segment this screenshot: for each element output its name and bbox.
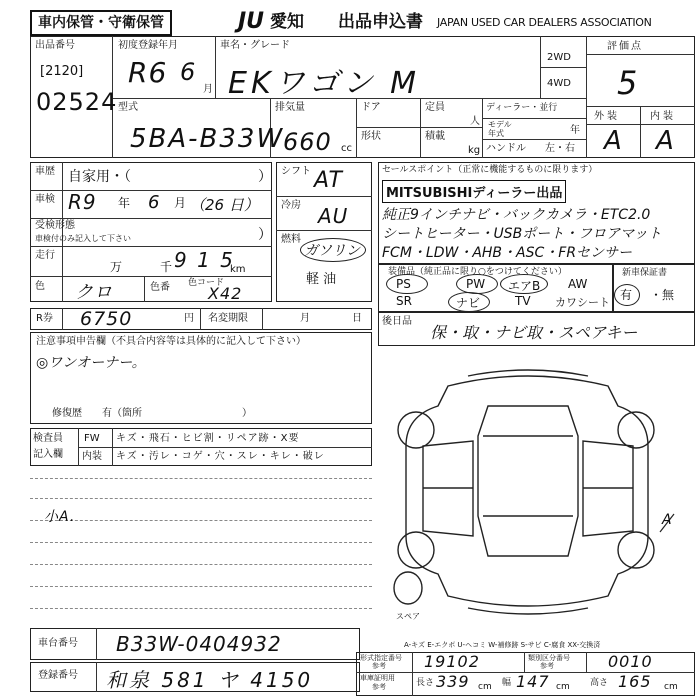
aircon-label: 冷房	[281, 200, 301, 211]
spare-label: スペア	[396, 612, 420, 621]
equip-aw: AW	[568, 277, 588, 291]
equip-ps-circle	[386, 274, 428, 294]
inspection-year-unit: 年	[118, 196, 131, 210]
equip-ps: PS	[396, 277, 411, 291]
displacement-value: 660	[283, 128, 332, 156]
garage-cert-label: 車庫証明用	[360, 674, 395, 682]
height-unit: cm	[664, 682, 678, 692]
width-unit: cm	[556, 682, 570, 692]
selling-point-line1: 純正9インチナビ・バックカメラ・ETC2.0	[382, 207, 651, 223]
height-label: 高さ	[590, 678, 609, 688]
name-change-month: 月	[300, 313, 310, 324]
handle-options: 左・右	[545, 143, 575, 154]
color-code: X42	[208, 284, 243, 303]
chassis-number: B33W-0404932	[116, 632, 282, 656]
history-close: ）	[258, 169, 272, 185]
garage-cert-sub: 参考	[372, 683, 386, 691]
capacity-label: 定員	[425, 102, 445, 113]
exterior-grade: A	[604, 126, 623, 156]
inspector-row2: キズ・汚レ・コゲ・穴・スレ・キレ・破レ	[116, 451, 325, 462]
association-name: JAPAN USED CAR DEALERS ASSOCIATION	[437, 16, 652, 29]
equip-navi-circle	[448, 292, 490, 312]
width-label: 幅	[502, 678, 512, 688]
warranty-label: 新車保証書	[622, 268, 668, 278]
drive-2wd: 2WD	[547, 52, 571, 63]
inspector-entry-label: 記入欄	[33, 449, 63, 460]
width-value: 147	[516, 672, 550, 691]
first-registration-label: 初度登録年月	[118, 40, 178, 51]
form-title: 出品申込書	[338, 12, 423, 32]
handle-label: ハンドル	[486, 143, 526, 154]
equip-airbag-circle	[500, 274, 548, 294]
equip-airbag: エアB	[508, 279, 541, 293]
category-sub: 参考	[540, 662, 554, 670]
chassis-label: 車台番号	[38, 638, 78, 649]
inspector-interior: 内装	[82, 451, 102, 462]
length-unit: cm	[478, 682, 492, 692]
color-number-label: 色番	[150, 282, 170, 293]
interior-label: 内装	[650, 111, 676, 122]
inspection-month-unit: 月	[174, 196, 187, 210]
selling-points-label: セールスポイント（正常に機能するものに限ります）	[382, 165, 598, 175]
score-label: 評価点	[607, 41, 643, 52]
r-ticket-unit: 円	[184, 313, 194, 324]
equip-navi: ナビ	[456, 296, 481, 310]
category-label: 類別区分番号	[528, 654, 570, 662]
color-value: クロ	[75, 282, 113, 303]
displacement-unit: cc	[341, 143, 352, 154]
displacement-label: 排気量	[275, 102, 305, 113]
type-label: 型式	[118, 102, 138, 113]
lot-bracket: [2120]	[40, 64, 84, 79]
history-label: 車歴	[35, 166, 55, 177]
car-damage-diagram	[378, 346, 695, 636]
plate-number: 和泉 581 ヤ 4150	[106, 668, 314, 692]
inspection-label: 車検	[35, 194, 55, 205]
shape-label: 形状	[361, 131, 381, 142]
receipt-close: ）	[258, 227, 272, 243]
fuel-gasoline: ガソリン	[304, 243, 360, 259]
load-label: 積載	[425, 131, 445, 142]
equip-leather-seat: カワシート	[555, 296, 610, 309]
history-value: 自家用・（	[68, 169, 131, 185]
fuel-label: 燃料	[281, 234, 301, 245]
lot-label: 出品番号	[35, 40, 75, 51]
selling-point-line2: シートヒーター・USBポート・フロアマット	[382, 226, 662, 242]
dealer-badge: MITSUBISHIディーラー出品	[382, 180, 566, 203]
mileage-unit: km	[230, 264, 246, 275]
color-code-label: 色コード	[188, 278, 225, 288]
shift-value: AT	[314, 168, 343, 193]
inspection-day: （26 日）	[190, 196, 259, 214]
mileage-label: 走行	[35, 250, 55, 261]
model-label: 車名・グレード	[220, 40, 290, 51]
warranty-has: 有	[620, 288, 633, 302]
inspection-era: R9	[68, 190, 97, 214]
doors-label: ドア	[361, 102, 381, 113]
damage-legend: A-キズ E-エクボ U-ヘコミ W-補修跡 S-サビ C-腐食 XX-交換済	[404, 641, 601, 649]
org-name: 愛知	[270, 12, 304, 32]
notes-label: 注意事項申告欄（不具合内容等は具体的に記入して下さい）	[36, 336, 306, 347]
drive-4wd: 4WD	[547, 78, 571, 89]
length-label: 長さ	[416, 678, 435, 688]
inspector-label: 検査員	[33, 433, 63, 444]
notes-entry: ◎ワンオーナー。	[36, 355, 146, 371]
score-value: 5	[617, 64, 639, 102]
fuel-diesel: 軽 油	[306, 272, 337, 287]
storage-title: 車内保管・守衛保管	[30, 10, 172, 36]
year-unit: 年	[570, 125, 580, 136]
dealer-label: ディーラー・並行	[486, 103, 558, 113]
lot-number: 02524	[36, 88, 118, 116]
name-change-day: 日	[352, 313, 362, 324]
shift-label: シフト	[281, 166, 311, 177]
interior-grade: A	[656, 126, 675, 156]
exterior-label: 外装	[594, 111, 620, 122]
aftermarket-value: 保・取・ナビ取・スペアキー	[430, 323, 638, 342]
repair-history: 修復歴 有（箇所 ）	[52, 408, 252, 419]
aftermarket-label: 後日品	[382, 316, 412, 327]
equip-sr: SR	[396, 294, 412, 308]
selling-point-line3: FCM・LDW・AHB・ASC・FRセンサー	[382, 245, 633, 261]
r-ticket-label: R券	[36, 313, 53, 324]
equip-pw-circle	[456, 274, 498, 294]
mileage-man: 万	[110, 260, 123, 274]
damage-mark: A	[662, 512, 673, 528]
inspector-fw: FW	[84, 433, 100, 444]
r-ticket-value: 6750	[80, 308, 133, 330]
aircon-value: AU	[318, 204, 349, 228]
warranty-has-circle	[614, 284, 640, 306]
load-unit: kg	[468, 145, 481, 156]
inspector-row1: キズ・飛石・ヒビ割・リペア跡・X要	[116, 433, 300, 444]
warranty-none: ・無	[650, 288, 675, 302]
registration-month: 6	[180, 58, 197, 86]
inspection-month: 6	[148, 192, 161, 213]
length-value: 339	[436, 672, 470, 691]
category-value: 0010	[608, 652, 653, 671]
name-change-label: 名変期限	[208, 313, 248, 324]
mileage-value: 9 1 5	[174, 248, 235, 272]
type-cert-value: 19102	[424, 652, 480, 671]
receipt-note: 車検付のみ記入して下さい	[35, 234, 131, 243]
color-label: 色	[35, 281, 45, 292]
receipt-label: 受検形態	[35, 220, 75, 231]
model-name: EKワゴン M	[228, 66, 421, 101]
type-value: 5BA-B33W	[130, 124, 285, 154]
type-cert-sub: 参考	[372, 662, 386, 670]
ju-logo: JU	[238, 9, 265, 34]
registration-year: R6	[128, 56, 168, 89]
equip-tv: TV	[515, 294, 531, 308]
mileage-sen: 千	[160, 260, 173, 274]
plate-label: 登録番号	[38, 670, 78, 681]
height-value: 165	[618, 672, 652, 691]
month-unit: 月	[203, 84, 213, 95]
model-year-label: モデル	[488, 120, 512, 129]
equipment-label: 装備品（純正品に限り○をつけてください）	[388, 267, 567, 277]
inspector-handwriting: 小A.	[44, 509, 76, 525]
capacity-unit: 人	[470, 116, 480, 127]
history-block	[30, 162, 272, 302]
equip-pw: PW	[466, 277, 486, 291]
type-cert-label: 形式指定番号	[360, 654, 402, 662]
year-label: 年式	[488, 129, 504, 138]
